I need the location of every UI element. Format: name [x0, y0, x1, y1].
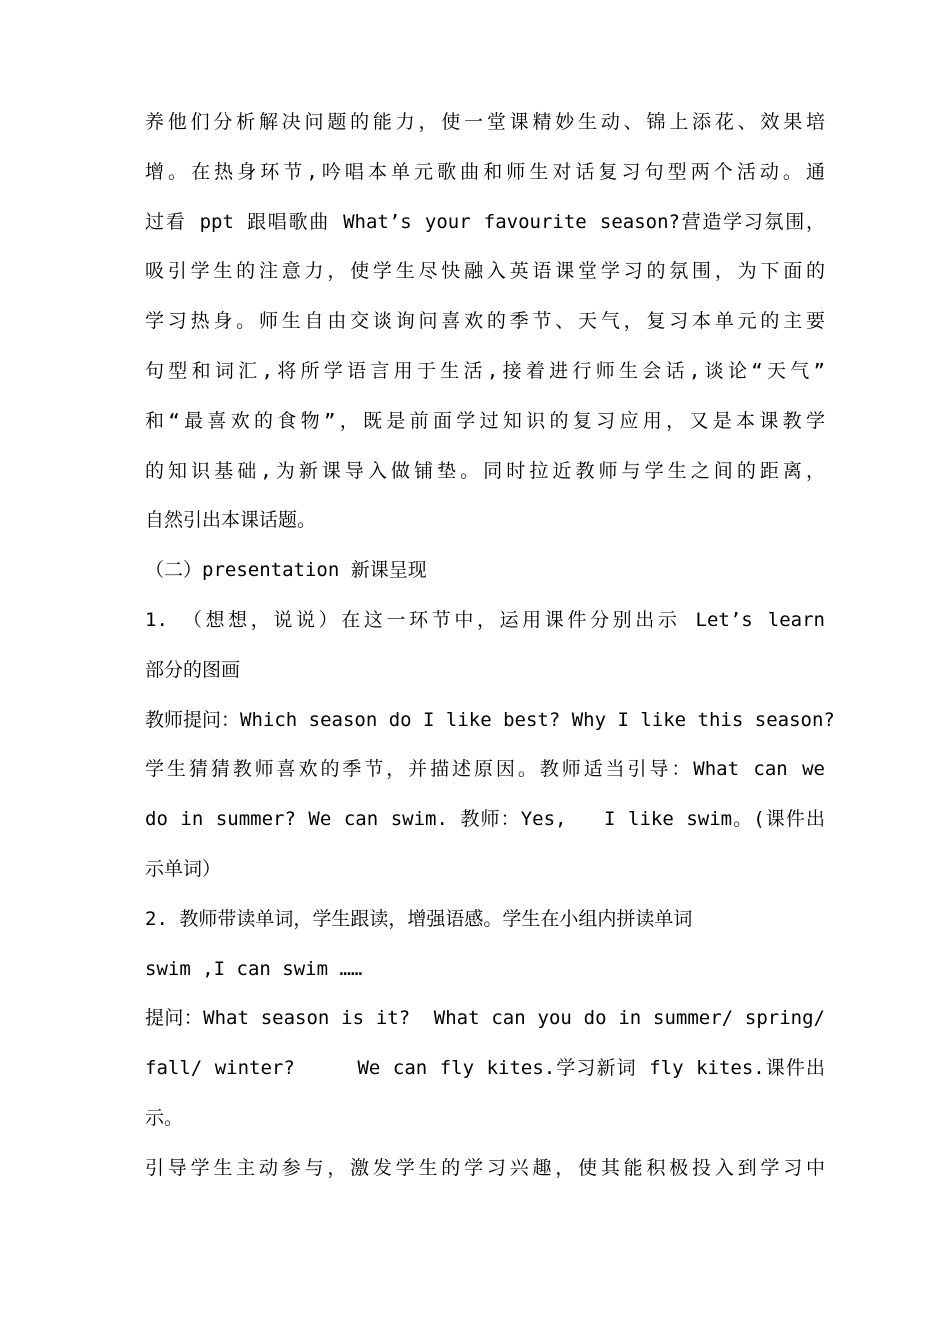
paragraph-line: 示单词） [145, 857, 222, 880]
paragraph-line: 提问：What season is it? What can you do in summer/ spring/ [145, 1007, 825, 1030]
paragraph-line: 示。 [145, 1106, 184, 1129]
paragraph-line: 增。在热身环节,吟唱本单元歌曲和师生对话复习句型两个活动。通 [145, 160, 825, 183]
paragraph-line: 和“最喜欢的食物”，既是前面学过知识的复习应用，又是本课教学 [145, 409, 825, 432]
paragraph-line: swim ,I can swim …… [145, 957, 363, 980]
paragraph-line: do in summer? We can swim. 教师：Yes, I like swim。(课件出 [145, 808, 825, 831]
paragraph-line: 养他们分析解决问题的能力，使一堂课精妙生动、锦上添花、效果培 [145, 111, 825, 133]
document-body [145, 98, 835, 1194]
paragraph-line: 1. （想想，说说）在这一环节中，运用课件分别出示 Let’s learn [145, 608, 825, 631]
paragraph-line: 引导学生主动参与，激发学生的学习兴趣，使其能积极投入到学习中 [145, 1156, 825, 1179]
section-heading: （二）presentation 新课呈现 [145, 559, 427, 582]
paragraph-line: 2. 教师带读单词，学生跟读，增强语感。学生在小组内拼读单词 [145, 907, 693, 930]
paragraph-line: 的知识基础,为新课导入做铺垫。同时拉近教师与学生之间的距离， [145, 459, 825, 482]
paragraph-line: fall/ winter? We can fly kites.学习新词 fly kites.课件出 [145, 1057, 825, 1080]
paragraph-line: 学生猜猜教师喜欢的季节，并描述原因。教师适当引导：What can we [145, 758, 825, 781]
paragraph-line: 吸引学生的注意力，使学生尽快融入英语课堂学习的氛围，为下面的 [145, 260, 825, 283]
paragraph-line: 教师提问：Which season do I like best? Why I like this season? [145, 708, 835, 731]
paragraph-line: 部分的图画 [145, 658, 241, 681]
paragraph-line: 句型和词汇,将所学语言用于生活,接着进行师生会话,谈论“天气” [145, 359, 825, 382]
paragraph-line: 自然引出本课话题。 [145, 509, 317, 532]
paragraph-line: 过看 ppt 跟唱歌曲 What’s your favourite season?营造学习氛围， [145, 210, 825, 233]
paragraph-line: 学习热身。师生自由交谈询问喜欢的季节、天气，复习本单元的主要 [145, 310, 825, 333]
